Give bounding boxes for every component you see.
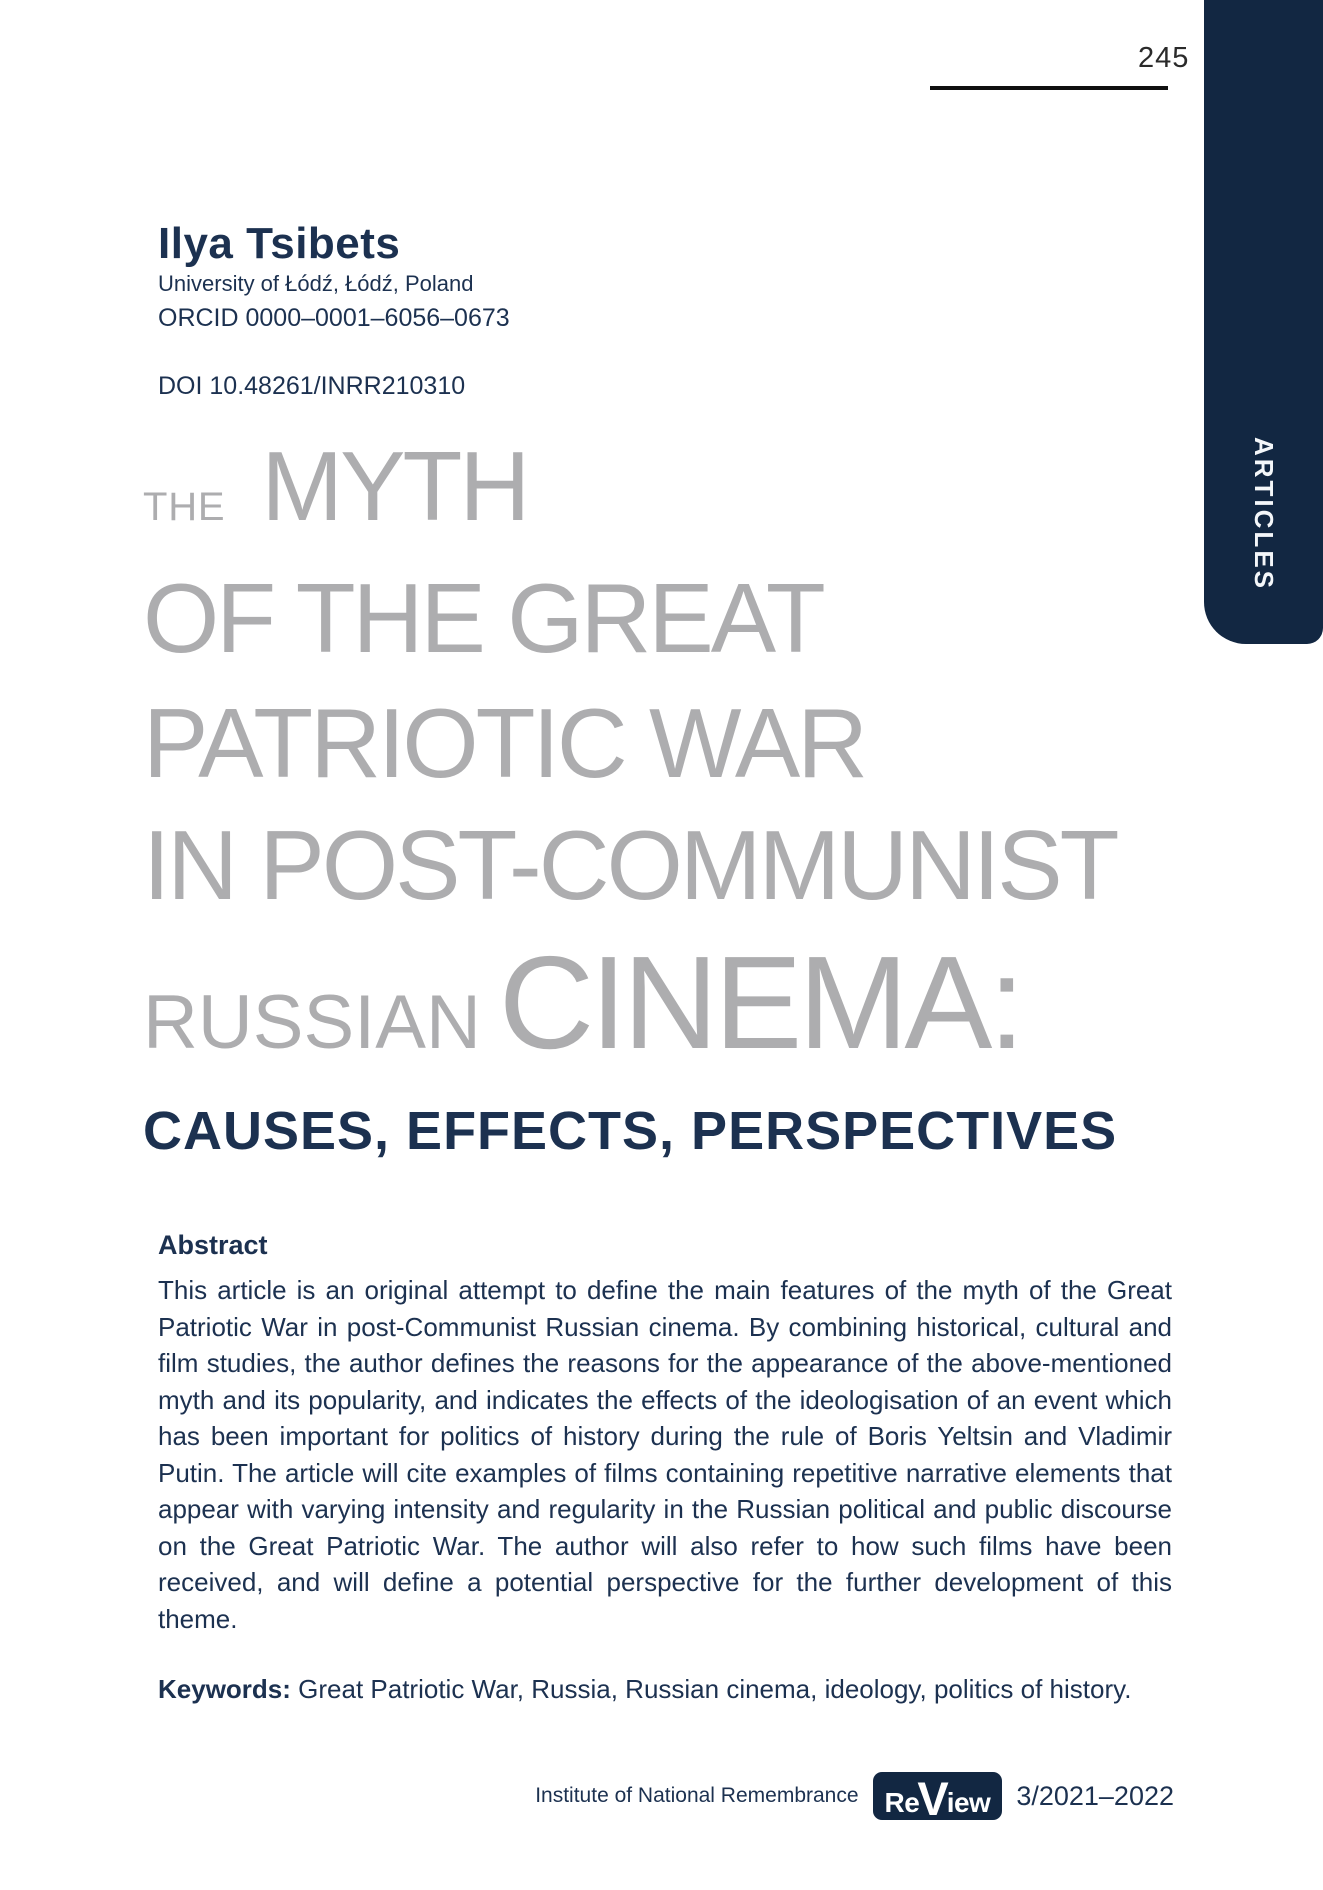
title-word-the: THE: [143, 485, 226, 529]
title-word-cinema: CINEMA:: [498, 929, 1022, 1076]
publisher-name: Institute of National Remembrance: [535, 1784, 859, 1807]
issue-number: 3/2021–2022: [1016, 1780, 1174, 1811]
article-title-line-3: PATRIOTIC WAR: [143, 688, 866, 798]
review-logo-iew: iew: [946, 1787, 991, 1818]
article-title-line-5: [143, 929, 1022, 1076]
abstract-heading: Abstract: [158, 1230, 268, 1260]
author-block: [158, 219, 510, 400]
keywords-text: Great Patriotic War, Russia, Russian cinema, ideology, politics of history.: [290, 1674, 1132, 1704]
articles-section-tab: [1204, 0, 1323, 644]
title-word-russian: RUSSIAN: [143, 980, 481, 1065]
review-logo-re: Re: [884, 1787, 920, 1818]
title-word-myth: MYTH: [261, 431, 528, 541]
keywords-line: [158, 1673, 1172, 1707]
keywords-label: Keywords:: [158, 1674, 291, 1704]
article-title-line-4: IN POST-COMMUNIST: [143, 810, 1117, 920]
review-logo-v: V: [917, 1772, 949, 1825]
header-rule: [930, 86, 1168, 90]
article-title-line-2: OF THE GREAT: [143, 563, 823, 673]
article-subtitle: CAUSES, EFFECTS, PERSPECTIVES: [143, 1101, 1118, 1161]
page-number: 245: [1138, 42, 1190, 74]
author-orcid: ORCID 0000–0001–6056–0673: [158, 304, 510, 332]
abstract-text: This article is an original attempt to define the main features of the myth of the Great Patriotic War in post-Communist Russian cinema. By combining historical, cultural and film studies, the author defines the reasons for the appearance of the above-mentioned myth and its popularity, and indicates the effects of the ideologisation of an event which has been important for politics of history during the rule of Boris Yeltsin and Vladimir Putin. The article will cite examples of films containing repetitive narrative elements that appear with varying intensity and regularity in the Russian political and public discourse on the Great Patriotic War. The author will also refer to how such films have been received, and will define a potential perspective for the further development of this theme.: [158, 1275, 1172, 1634]
page-footer: [535, 1772, 1174, 1825]
review-logo: [873, 1772, 1003, 1825]
author-name: Ilya Tsibets: [158, 219, 401, 268]
article-doi: DOI 10.48261/INRR210310: [158, 372, 466, 400]
article-title-line-1: [143, 431, 528, 541]
author-affiliation: University of Łódź, Łódź, Poland: [158, 271, 474, 296]
articles-tab-label: ARTICLES: [1249, 437, 1279, 591]
